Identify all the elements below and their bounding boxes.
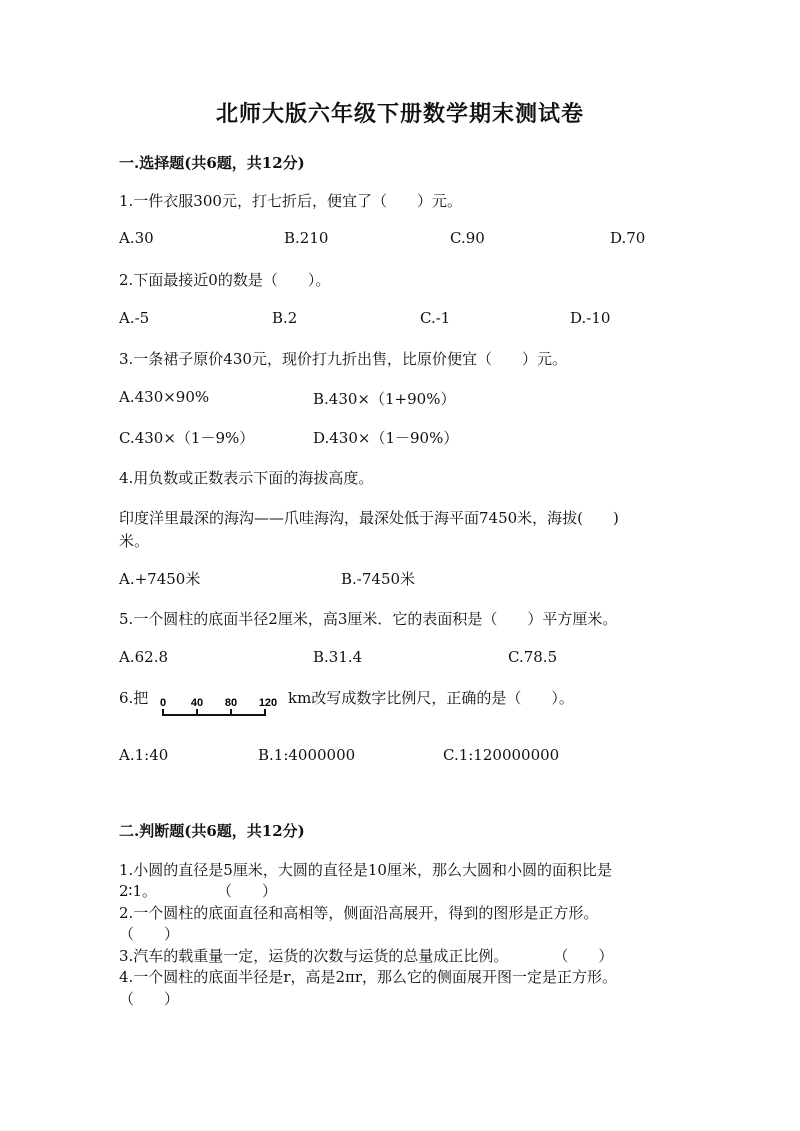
q3-option-c: C.430×（1－9%） bbox=[119, 429, 255, 447]
question-4-body-end: 米。 bbox=[119, 532, 150, 550]
question-5: 5.一个圆柱的底面半径2厘米，高3厘米．它的表面积是（ ）平方厘米。 bbox=[119, 610, 618, 628]
tf-item-4: 4.一个圆柱的底面半径是r，高是2πr，那么它的侧面展开图一定是正方形。 bbox=[119, 968, 618, 986]
tf-item-4-end: （ ） bbox=[119, 990, 180, 1008]
q3-option-b: B.430×（1+90%） bbox=[313, 390, 456, 408]
q6-option-a: A.1:40 bbox=[119, 746, 169, 764]
tf-item-1: 1.小圆的直径是5厘米，大圆的直径是10厘米，那么大圆和小圆的面积比是 bbox=[119, 861, 612, 879]
scale-label-80: 80 bbox=[224, 697, 238, 709]
q5-option-a: A.62.8 bbox=[119, 648, 168, 666]
q5-option-b: B.31.4 bbox=[313, 648, 363, 666]
question-1: 1.一件衣服300元，打七折后，便宜了（ ）元。 bbox=[119, 192, 462, 210]
question-4-body: 印度洋里最深的海沟——爪哇海沟，最深处低于海平面7450米，海拔( ) bbox=[119, 509, 619, 527]
question-2: 2.下面最接近0的数是（ ）。 bbox=[119, 271, 331, 289]
line-scale-figure bbox=[158, 694, 283, 720]
scale-label-40: 40 bbox=[190, 697, 204, 709]
tf-item-1-end: 2∶1。 （ ） bbox=[119, 882, 277, 900]
q2-option-c: C.-1 bbox=[420, 309, 451, 327]
question-6-prefix: 6.把 bbox=[119, 689, 149, 707]
tf-item-2: 2.一个圆柱的底面直径和高相等，侧面沿高展开，得到的图形是正方形。 bbox=[119, 904, 599, 922]
q2-option-d: D.-10 bbox=[570, 309, 611, 327]
tf-item-3: 3.汽车的载重量一定，运货的次数与运货的总量成正比例。 （ ） bbox=[119, 947, 614, 965]
q4-option-b: B.-7450米 bbox=[341, 570, 416, 588]
page-title: 北师大版六年级下册数学期末测试卷 bbox=[215, 101, 584, 127]
q1-option-d: D.70 bbox=[610, 229, 646, 247]
scale-label-120: 120 bbox=[258, 697, 278, 709]
section-heading-choice: 一.选择题(共6题，共12分) bbox=[119, 154, 305, 172]
q1-option-a: A.30 bbox=[119, 229, 154, 247]
q3-option-d: D.430×（1－90%） bbox=[313, 429, 459, 447]
q1-option-c: C.90 bbox=[450, 229, 485, 247]
scale-label-0: 0 bbox=[159, 697, 167, 709]
q6-option-c: C.1:120000000 bbox=[443, 746, 560, 764]
q2-option-b: B.2 bbox=[272, 309, 298, 327]
question-4: 4.用负数或正数表示下面的海拔高度。 bbox=[119, 469, 374, 487]
q6-option-b: B.1:4000000 bbox=[258, 746, 356, 764]
q4-option-a: A.+7450米 bbox=[119, 570, 201, 588]
section-heading-true-false: 二.判断题(共6题，共12分) bbox=[119, 822, 305, 840]
q2-option-a: A.-5 bbox=[119, 309, 150, 327]
tf-item-2-end: （ ） bbox=[119, 925, 180, 943]
q5-option-c: C.78.5 bbox=[508, 648, 558, 666]
question-6-suffix: km改写成数字比例尺，正确的是（ ）。 bbox=[288, 689, 574, 707]
question-3: 3.一条裙子原价430元，现价打九折出售，比原价便宜（ ）元。 bbox=[119, 350, 567, 368]
q1-option-b: B.210 bbox=[284, 229, 329, 247]
q3-option-a: A.430×90% bbox=[119, 388, 210, 406]
